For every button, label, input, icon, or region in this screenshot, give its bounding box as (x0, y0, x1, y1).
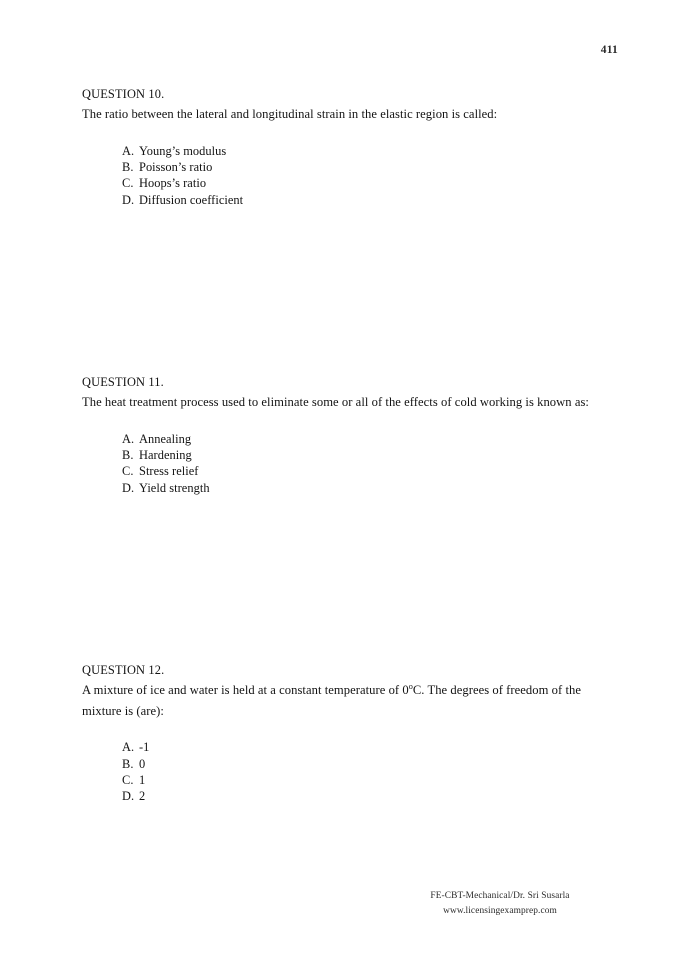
option-list-12 (122, 739, 622, 805)
question-stem-12 (82, 680, 619, 721)
page-content (82, 84, 622, 805)
option-letter: A. (122, 431, 135, 446)
option-text: -1 (139, 740, 150, 755)
option-item[interactable] (122, 447, 622, 463)
option-letter: B. (122, 159, 134, 174)
option-letter: C. (122, 773, 134, 788)
option-text: Yield strength (139, 480, 210, 495)
option-letter: A. (122, 143, 135, 158)
option-item[interactable] (122, 143, 622, 159)
option-item[interactable] (122, 756, 622, 772)
question-heading-12: QUESTION 12. (82, 663, 165, 678)
question-stem-12-part1: A mixture of ice and water is held at a constant temperature of 0 (82, 683, 409, 698)
page-number: 411 (600, 44, 618, 56)
option-text: 0 (139, 756, 146, 771)
footer-attribution: FE-CBT-Mechanical/Dr. Sri Susarla (430, 891, 570, 901)
option-text: 1 (139, 773, 146, 788)
option-item[interactable] (122, 772, 622, 788)
option-text: Poisson’s ratio (139, 159, 213, 174)
question-block-12 (82, 660, 622, 805)
question-block-10 (82, 84, 622, 208)
option-text: 2 (139, 789, 146, 804)
option-text: Diffusion coefficient (139, 192, 244, 207)
option-text: Hardening (139, 448, 192, 463)
option-item[interactable] (122, 463, 622, 479)
option-letter: A. (122, 740, 135, 755)
question-heading-10: QUESTION 10. (82, 87, 165, 101)
question-block-11 (82, 372, 622, 496)
option-text: Annealing (139, 431, 192, 446)
option-letter: D. (122, 789, 135, 804)
option-item[interactable] (122, 175, 622, 191)
option-list-10 (122, 143, 622, 209)
degree-symbol: o (408, 682, 413, 692)
option-letter: C. (122, 464, 134, 479)
option-item[interactable] (122, 431, 622, 447)
question-stem-12-part2: C. The degrees of freedom of the mixture is (are): (82, 683, 581, 718)
option-list-11 (122, 431, 622, 497)
option-letter: C. (122, 176, 134, 191)
option-letter: B. (122, 448, 134, 463)
option-letter: D. (122, 192, 135, 207)
option-text: Stress relief (139, 464, 199, 479)
question-stem-10: The ratio between the lateral and longitudinal strain in the elastic region is called: (82, 107, 498, 121)
question-stem-11: The heat treatment process used to eliminate some or all of the effects of cold working is known as: (82, 395, 589, 410)
question-heading-11: QUESTION 11. (82, 375, 164, 390)
option-letter: D. (122, 480, 135, 495)
option-item[interactable] (122, 192, 622, 208)
option-text: Young’s modulus (139, 143, 227, 158)
option-text: Hoops’s ratio (139, 176, 207, 191)
page-footer (380, 889, 620, 919)
option-item[interactable] (122, 739, 622, 755)
option-letter: B. (122, 756, 134, 771)
option-item[interactable] (122, 788, 622, 804)
option-item[interactable] (122, 159, 622, 175)
option-item[interactable] (122, 480, 622, 496)
footer-website: www.licensingexamprep.com (443, 906, 557, 916)
